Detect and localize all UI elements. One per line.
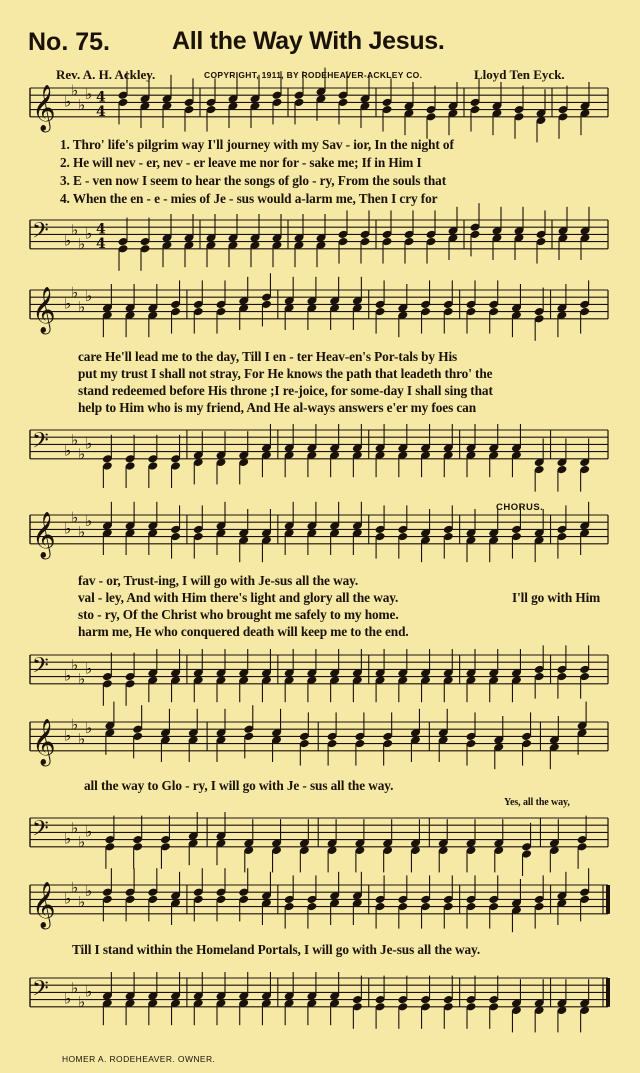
- staff-treble: [0, 70, 640, 138]
- svg-text:♭: ♭: [64, 726, 72, 745]
- svg-text:♭: ♭: [85, 982, 93, 1001]
- svg-text:𝄢: 𝄢: [32, 816, 49, 847]
- chorus-lead-in: I'll go with Him: [512, 590, 601, 605]
- svg-text:♭: ♭: [64, 231, 72, 250]
- svg-text:♭: ♭: [64, 294, 72, 313]
- svg-text:♭: ♭: [71, 283, 79, 302]
- staff-bass: [0, 412, 640, 480]
- svg-text:4: 4: [96, 89, 106, 106]
- svg-text:♭: ♭: [64, 666, 72, 685]
- svg-text:♭: ♭: [71, 978, 79, 997]
- hymn-title: All the Way With Jesus.: [172, 27, 445, 55]
- svg-text:𝄢: 𝄢: [32, 653, 49, 684]
- staff-treble: [0, 497, 640, 565]
- svg-text:♭: ♭: [71, 715, 79, 734]
- svg-text:𝄞: 𝄞: [32, 511, 56, 558]
- verse-4-line: 4. When the en - e - mies of Je - sus would a-larm me, Then I cry for: [60, 191, 438, 206]
- staff-treble: [0, 704, 640, 772]
- svg-text:♭: ♭: [78, 730, 86, 748]
- staff-bass: [0, 800, 640, 868]
- svg-text:♭: ♭: [71, 508, 79, 527]
- svg-text:𝄢: 𝄢: [32, 428, 49, 459]
- svg-text:♭: ♭: [64, 889, 72, 908]
- hymn-number: No. 75.: [28, 28, 110, 56]
- staff-bass: [0, 637, 640, 705]
- svg-text:𝄞: 𝄞: [32, 84, 56, 131]
- svg-text:♭: ♭: [78, 523, 86, 541]
- svg-text:♭: ♭: [78, 670, 86, 689]
- svg-text:4: 4: [96, 221, 106, 238]
- lyricist-credit: Rev. A. H. Ackley.: [56, 67, 156, 82]
- svg-text:♭: ♭: [85, 512, 93, 531]
- svg-text:𝄢: 𝄢: [32, 218, 49, 249]
- svg-text:♭: ♭: [85, 822, 93, 841]
- svg-text:♭: ♭: [71, 655, 79, 674]
- staff-bass: [0, 960, 640, 1028]
- verse-1-line: fav - or, Trust-ing, I will go with Je-sus all the way.: [78, 573, 359, 588]
- svg-text:4: 4: [96, 235, 106, 252]
- svg-text:♭: ♭: [64, 989, 72, 1008]
- svg-text:♭: ♭: [64, 829, 72, 848]
- svg-text:♭: ♭: [78, 445, 86, 464]
- svg-text:𝄞: 𝄞: [32, 718, 56, 765]
- owner-notice: HOMER A. RODEHEAVER. OWNER.: [62, 1054, 216, 1064]
- staff-bass: [0, 202, 640, 270]
- verse-2-line: 2. He will nev - er, nev - er leave me nor for - sake me; If in Him I: [60, 155, 422, 170]
- svg-text:♭: ♭: [85, 434, 93, 453]
- svg-text:♭: ♭: [85, 719, 93, 738]
- svg-text:♭: ♭: [78, 893, 86, 911]
- verse-3-line: 3. E - ven now I seem to hear the songs of glo - ry, From the souls that: [60, 173, 447, 188]
- svg-text:♭: ♭: [78, 833, 86, 852]
- svg-text:♭: ♭: [71, 878, 79, 897]
- verse-1-line: care He'll lead me to the day, Till I en - ter Heav-en's Por-tals by His: [78, 349, 458, 364]
- svg-text:♭: ♭: [85, 224, 93, 243]
- svg-text:♭: ♭: [78, 993, 86, 1012]
- svg-text:♭: ♭: [64, 519, 72, 538]
- svg-text:𝄞: 𝄞: [32, 881, 56, 928]
- chorus-label: CHORUS.: [496, 502, 544, 513]
- svg-text:♭: ♭: [85, 659, 93, 678]
- svg-text:♭: ♭: [71, 81, 79, 100]
- verse-1-line: 1. Thro' life's pilgrim way I'll journey with my Sav - ior, In the night of: [60, 137, 454, 152]
- copyright-notice: COPYRIGHT, 1911, BY RODEHEAVER-ACKLEY CO.: [204, 70, 423, 80]
- staff-treble: [0, 867, 640, 935]
- bass-cue: Yes, all the way,: [504, 797, 570, 808]
- svg-text:𝄞: 𝄞: [32, 286, 56, 333]
- svg-text:4: 4: [96, 103, 106, 120]
- svg-text:♭: ♭: [78, 298, 86, 316]
- svg-text:♭: ♭: [78, 235, 86, 254]
- svg-text:♭: ♭: [85, 85, 93, 104]
- verse-4-line: harm me, He who conquered death will keep me to the end.: [78, 624, 409, 639]
- composer-credit: Lloyd Ten Eyck.: [474, 67, 565, 82]
- staff-treble: [0, 272, 640, 340]
- svg-text:♭: ♭: [85, 882, 93, 901]
- chorus-line: all the way to Glo - ry, I will go with Je - sus all the way.: [84, 778, 394, 793]
- svg-text:♭: ♭: [71, 430, 79, 449]
- svg-text:♭: ♭: [71, 818, 79, 837]
- svg-text:♭: ♭: [78, 96, 86, 114]
- svg-text:♭: ♭: [64, 92, 72, 111]
- verse-2-line: val - ley, And with Him there's light and glory all the way.: [78, 590, 399, 605]
- verse-3-line: stand redeemed before His throne ;I re-joice, for some-day I shall sing that: [78, 383, 493, 398]
- verse-4-line: help to Him who is my friend, And He al-ways answers e'er my foes can: [78, 400, 477, 415]
- verse-3-line: sto - ry, Of the Christ who brought me safely to my home.: [78, 607, 399, 622]
- verse-2-line: put my trust I shall not stray, For He knows the path that leadeth thro' the: [78, 366, 493, 381]
- svg-text:♭: ♭: [85, 287, 93, 306]
- svg-text:♭: ♭: [71, 220, 79, 239]
- svg-text:𝄢: 𝄢: [32, 976, 49, 1007]
- chorus-line: Till I stand within the Homeland Portals, I will go with Je-sus all the way.: [72, 942, 481, 957]
- svg-text:♭: ♭: [64, 441, 72, 460]
